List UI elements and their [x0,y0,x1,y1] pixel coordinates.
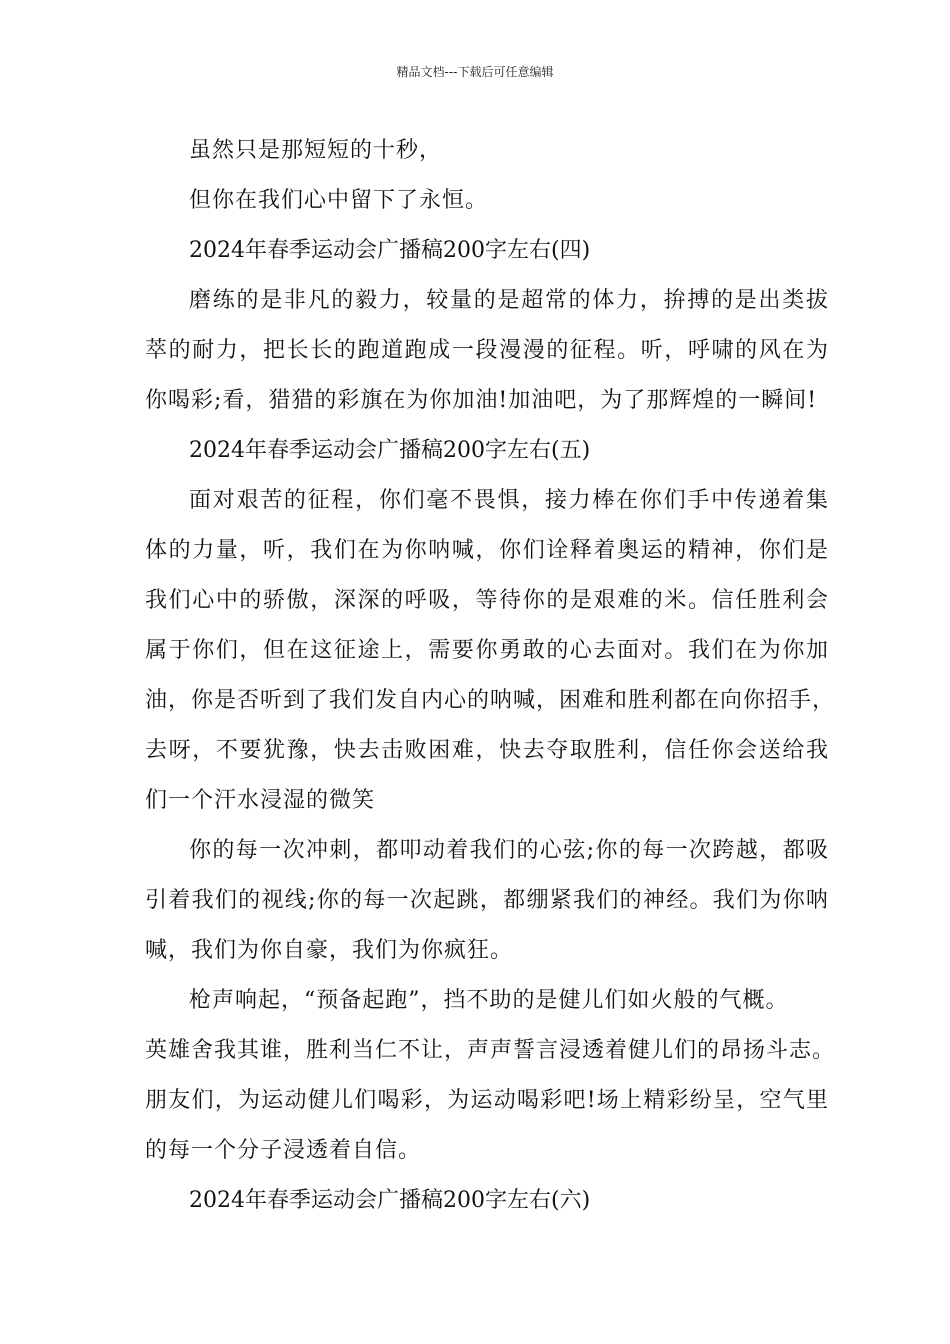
section-heading [145,426,829,476]
paragraph-line: 你的每一次冲刺，都叩动着我们的心弦;你的每一次跨越，都吸 [189,838,829,863]
section-heading-text: 2024年春季运动会广播稿200字左右(四) [189,238,591,263]
paragraph-line: 枪声响起，“预备起跑”，挡不助的是健儿们如火般的气概。 [189,988,789,1013]
paragraph-line: 萃的耐力，把长长的跑道跑成一段漫漫的征程。听，呼啸的风在为 [145,338,829,363]
section-heading-text: 2024年春季运动会广播稿200字左右(五) [189,438,591,463]
paragraph-line: 面对艰苦的征程，你们毫不畏惧，接力棒在你们手中传递着集 [189,488,829,513]
paragraph-line: 们一个汗水浸湿的微笑 [145,788,376,813]
paragraph-line: 磨练的是非凡的毅力，较量的是超常的体力，拚搏的是出类拔 [189,288,829,313]
section-heading [145,226,829,276]
paragraph-line: 属于你们，但在这征途上，需要你勇敢的心去面对。我们在为你加 [145,638,829,663]
paragraph [145,976,836,1176]
paragraph-line: 虽然只是那短短的十秒， [189,138,443,163]
paragraph [145,826,829,976]
section-heading-text: 2024年春季运动会广播稿200字左右(六) [189,1188,591,1213]
paragraph-line: 你喝彩;看，猎猎的彩旗在为你加油!加油吧，为了那辉煌的一瞬间! [145,388,818,413]
page-header: 精品文档---下载后可任意编辑 [396,65,554,79]
paragraph-line: 引着我们的视线;你的每一次起跳，都绷紧我们的神经。我们为你呐 [145,888,829,913]
section-heading [145,1176,829,1226]
paragraph-line: 的每一个分子浸透着自信。 [145,1138,422,1163]
paragraph [145,176,829,226]
paragraph-line: 但你在我们心中留下了永恒。 [189,188,489,213]
paragraph-line: 去呀，不要犹豫，快去击败困难，快去夺取胜利，信任你会送给我 [145,738,829,763]
paragraph-line: 英雄舍我其谁，胜利当仁不让，声声誓言浸透着健儿们的昂扬斗志。 [145,1038,836,1063]
document-body [145,126,836,1226]
paragraph-line: 朋友们，为运动健儿们喝彩，为运动喝彩吧!场上精彩纷呈，空气里 [145,1088,829,1113]
paragraph [145,276,829,426]
paragraph-line: 喊，我们为你自豪，我们为你疯狂。 [145,938,514,963]
paragraph-line: 我们心中的骄傲，深深的呼吸，等待你的是艰难的米。信任胜利会 [145,588,829,613]
paragraph-line: 油，你是否听到了我们发自内心的呐喊，困难和胜利都在向你招手， [145,688,836,713]
paragraph [145,476,836,826]
paragraph [145,126,829,176]
paragraph-line: 体的力量，听，我们在为你呐喊，你们诠释着奥运的精神，你们是 [145,538,829,563]
